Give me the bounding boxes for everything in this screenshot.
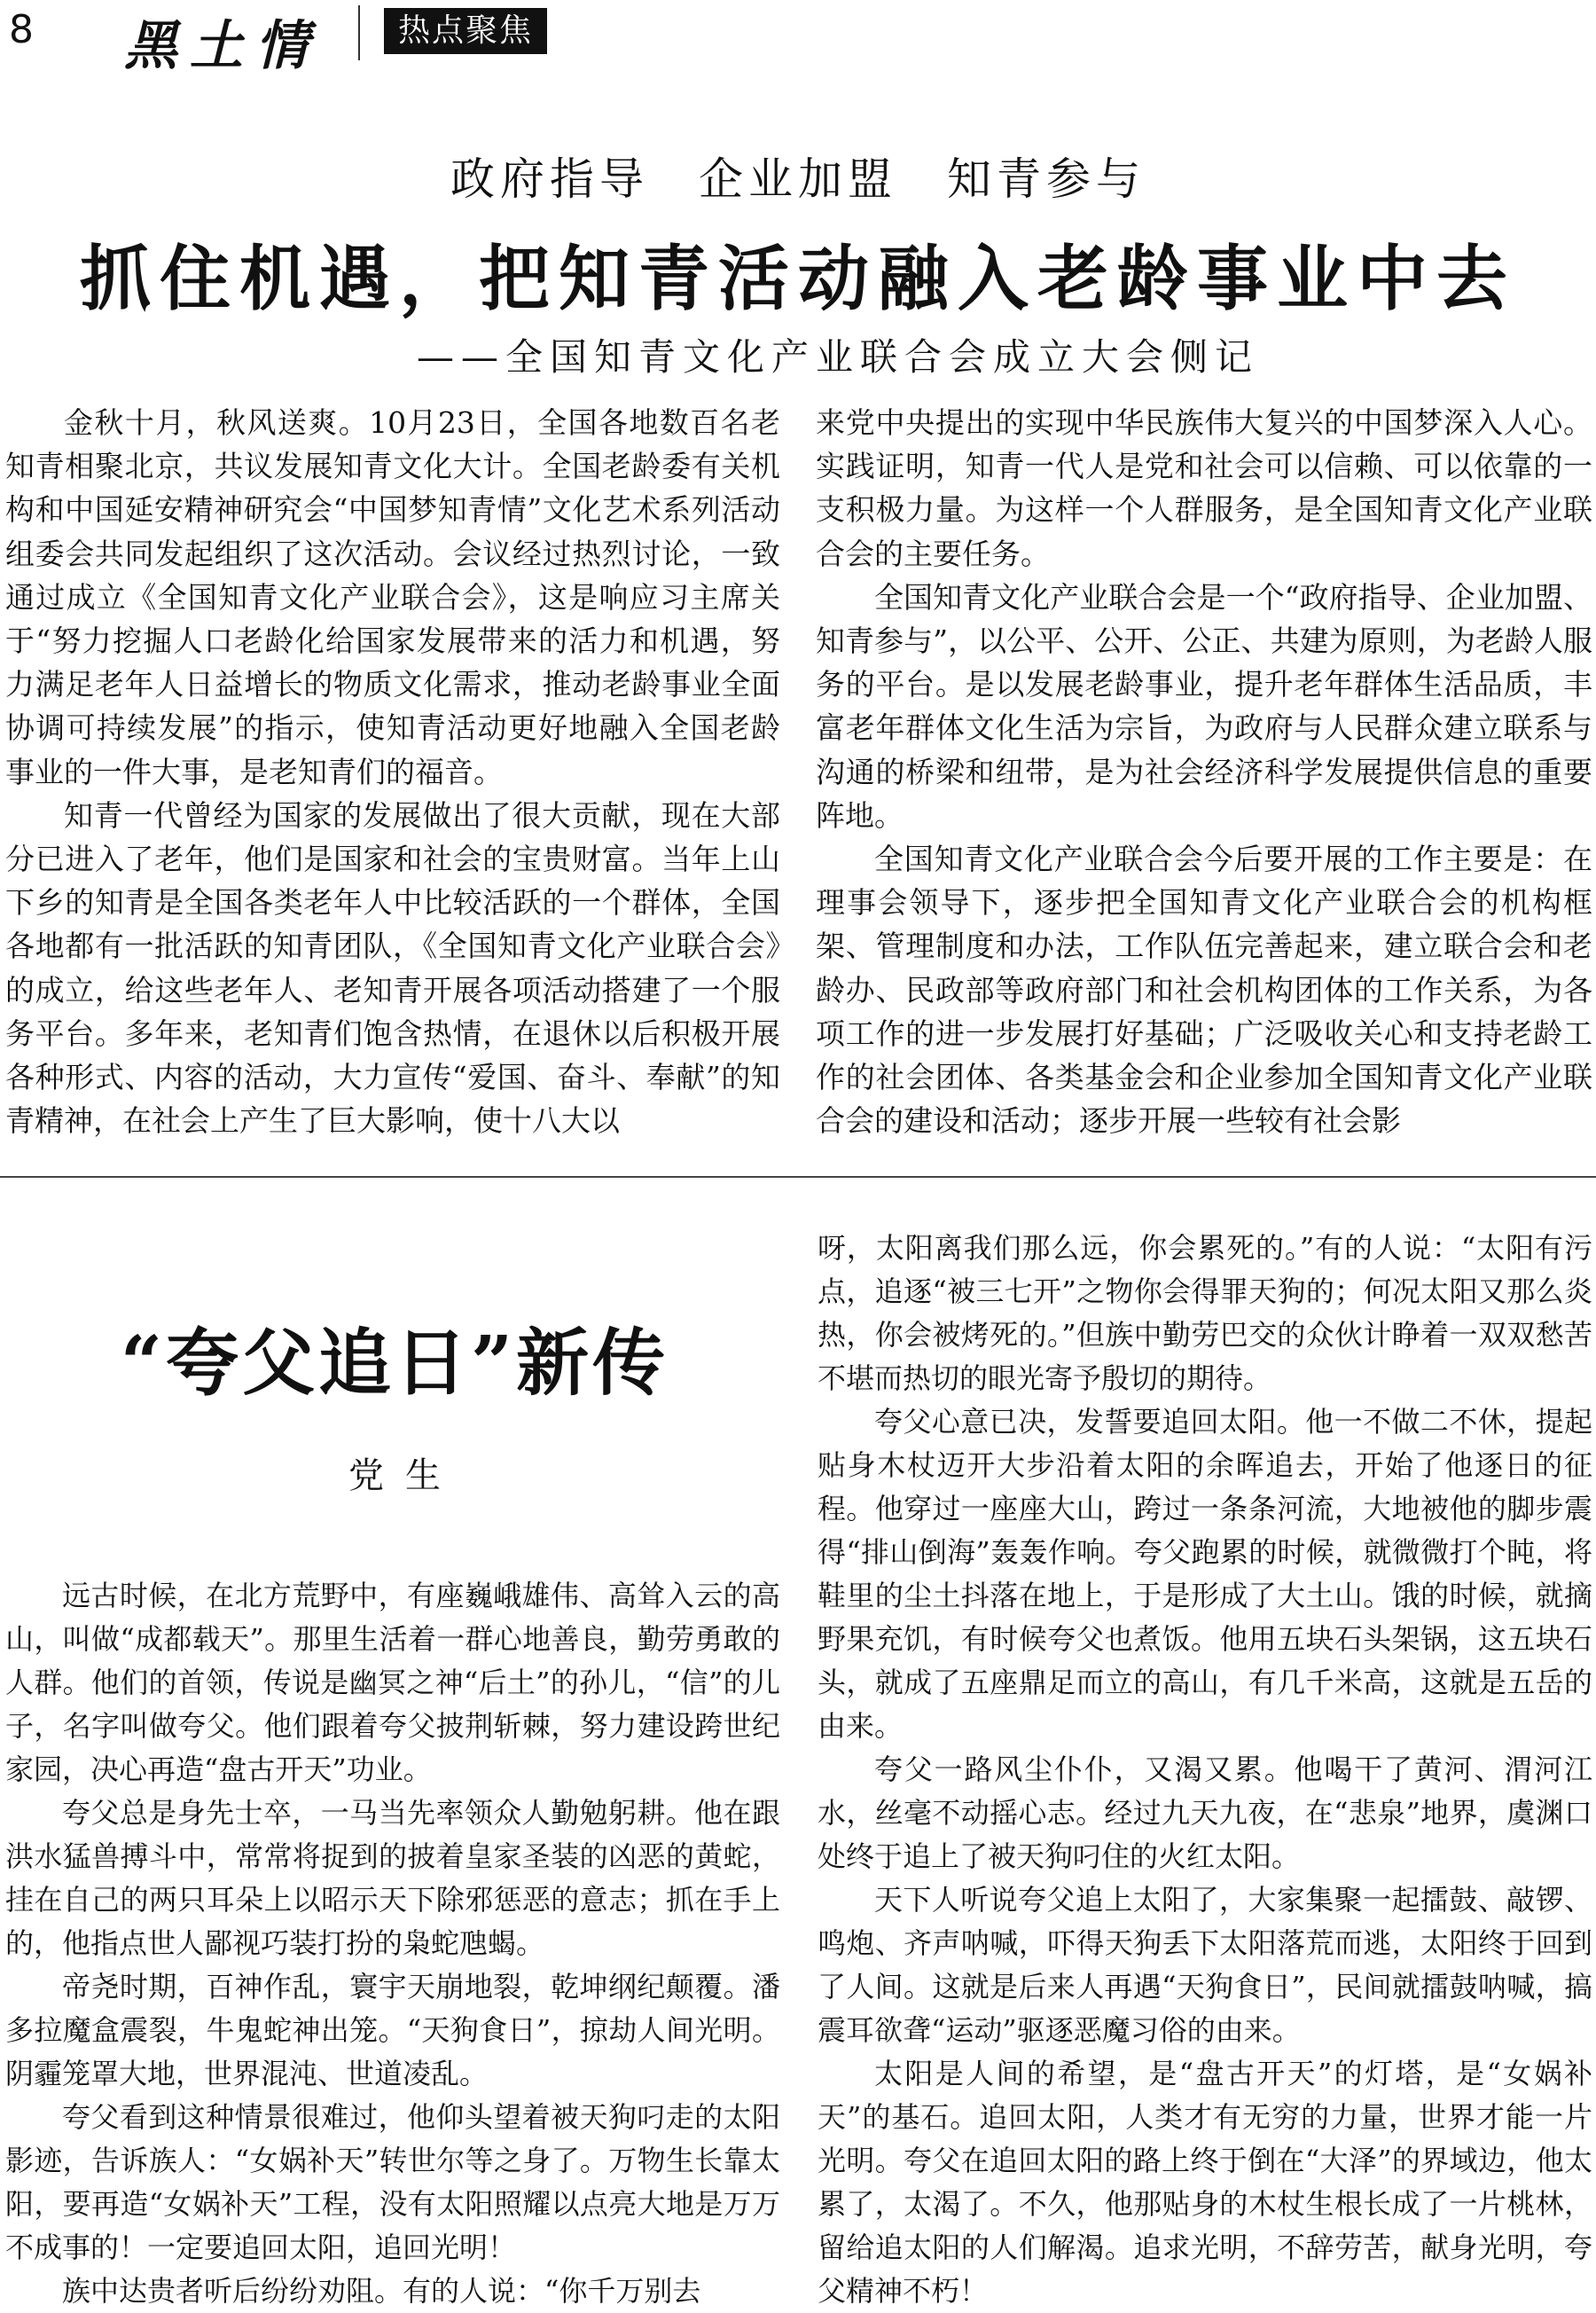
section-divider: [0, 1176, 1596, 1178]
section-tag: 热点聚焦: [384, 8, 547, 54]
paragraph: 金秋十月，秋风送爽。10月23日，全国各地数百名老知青相聚北京，共议发展知青文化大计。全国老龄委有关机构和中国延安精神研究会“中国梦知青情”文化艺术系列活动组委会共同发起组织了这次活动。会议经过热烈讨论，一致通过成立《全国知青文化产业联合会》，这是响应习主席关于“努力挖掘人口老龄化给国家发展带来的活力和机遇，努力满足老年人日益增长的物质文化需求，推动老龄事业全面协调可持续发展”的指示，使知青活动更好地融入全国老龄事业的一件大事，是老知青们的福音。: [5, 405, 780, 789]
article2-title: “夸父追日”新传: [120, 1321, 669, 1406]
paragraph-continued: 呀，太阳离我们那么远，你会累死的。”有的人说：“太阳有污点，追逐“被三七开”之物你会得罪天狗的；何况太阳又那么炎热，你会被烤死的。”但族中勤劳巴交的众伙计睁着一双双愁苦不堪而热切的眼光寄予殷切的期待。: [818, 1231, 1592, 1395]
paragraph: 远古时候，在北方荒野中，有座巍峨雄伟、高耸入云的高山，叫做“成都载天”。那里生活着一群心地善良，勤劳勇敢的人群。他们的首领，传说是幽冥之神“后土”的孙儿，“信”的儿子，名字叫做夸父。他们跟着夸父披荆斩棘，努力建设跨世纪家园，决心再造“盘古开天”功业。: [5, 1579, 780, 1786]
paragraph-continued: 来党中央提出的实现中华民族伟大复兴的中国梦深入人心。实践证明，知青一代人是党和社会可以信赖、可以依靠的一支积极力量。为这样一个人群服务，是全国知青文化产业联合会的主要任务。: [816, 405, 1592, 571]
paragraph: 全国知青文化产业联合会是一个“政府指导、企业加盟、知青参与”，以公平、公开、公正、共建为原则，为老龄人服务的平台。是以发展老龄事业，提升老年群体生活品质，丰富老年群体文化生活为宗旨，为政府与人民群众建立联系与沟通的桥梁和纽带，是为社会经济科学发展提供信息的重要阵地。: [816, 579, 1592, 833]
article1-kicker: 政府指导 企业加盟 知青参与: [450, 153, 1146, 205]
page-number: 8: [9, 7, 34, 52]
article2-author: 党生: [348, 1455, 462, 1496]
masthead-logo: 黑土情: [124, 15, 321, 77]
paragraph: 帝尧时期，百神作乱，寰宇天崩地裂，乾坤纲纪颠覆。潘多拉魔盒震裂，牛鬼蛇神出笼。“天狗食日”，掠劫人间光明。阴霾笼罩大地，世界混沌、世道凌乱。: [5, 1970, 780, 2090]
paragraph: 夸父心意已决，发誓要追回太阳。他一不做二不休，提起贴身木杖迈开大步沿着太阳的余晖追去，开始了他逐日的征程。他穿过一座座大山，跨过一条条河流，大地被他的脚步震得“排山倒海”轰轰作响。夸父跑累的时候，就微微打个盹，将鞋里的尘土抖落在地上，于是形成了大土山。饿的时候，就摘野果充饥，有时候夸父也煮饭。他用五块石头架锅，这五块石头，就成了五座鼎足而立的高山，有几千米高，这就是五岳的由来。: [818, 1405, 1592, 1743]
article2-column-1: [5, 1574, 780, 2307]
article1-column-1: [5, 401, 780, 1139]
paragraph: 全国知青文化产业联合会今后要开展的工作主要是：在理事会领导下，逐步把全国知青文化产业联合会的机构框架、管理制度和办法，工作队伍完善起来，建立联合会和老龄办、民政部等政府部门和社会机构团体的工作关系，为各项工作的进一步发展打好基础；广泛吸收关心和支持老龄工作的社会团体、各类基金会和企业参加全国知青文化产业联合会的建设和活动；逐步开展一些较有社会影: [816, 842, 1592, 1139]
paragraph: 族中达贵者听后纷纷劝阻。有的人说：“你千万别去: [62, 2274, 701, 2308]
article2-column-2: [818, 1227, 1592, 2307]
paragraph: 天下人听说夸父追上太阳了，大家集聚一起擂鼓、敲锣、鸣炮、齐声呐喊，吓得天狗丢下太阳落荒而逃，太阳终于回到了人间。这就是后来人再遇“天狗食日”，民间就擂鼓呐喊，搞震耳欲聋“运动”驱逐恶魔习俗的由来。: [818, 1883, 1592, 2047]
paragraph: 夸父总是身先士卒，一马当先率领众人勤勉躬耕。他在跟洪水猛兽搏斗中，常常将捉到的披着皇家圣装的凶恶的黄蛇，挂在自己的两只耳朵上以昭示天下除邪惩恶的意志；抓在手上的，他指点世人鄙视巧装打扮的枭蛇虺蝎。: [5, 1796, 780, 1960]
paragraph: 夸父看到这种情景很难过，他仰头望着被天狗叼走的太阳影迹，告诉族人：“女娲补天”转世尔等之身了。万物生长靠太阳，要再造“女娲补天”工程，没有太阳照耀以点亮大地是万万不成事的！一定要追回太阳，追回光明！: [5, 2100, 780, 2264]
article1-column-2: [816, 401, 1592, 1139]
article1-title: 抓住机遇，把知青活动融入老龄事业中去: [80, 237, 1516, 320]
article1-subtitle: ——全国知青文化产业联合会成立大会侧记: [416, 335, 1259, 379]
paragraph: 夸父一路风尘仆仆，又渴又累。他喝干了黄河、渭河江水，丝毫不动摇心志。经过九天九夜，在“悲泉”地界，虞渊口处终于追上了被天狗叼住的火红太阳。: [818, 1752, 1592, 1873]
paragraph: 太阳是人间的希望，是“盘古开天”的灯塔，是“女娲补天”的基石。追回太阳，人类才有无穷的力量，世界才能一片光明。夸父在追回太阳的路上终于倒在“大泽”的界域边，他太累了，太渴了。不久，他那贴身的木杖生根长成了一片桃林，留给追太阳的人们解渴。追求光明，不辞劳苦，献身光明，夸父精神不朽！: [818, 2057, 1592, 2308]
masthead-divider: [358, 5, 360, 60]
paragraph: 知青一代曾经为国家的发展做出了很大贡献，现在大部分已进入了老年，他们是国家和社会的宝贵财富。当年上山下乡的知青是全国各类老年人中比较活跃的一个群体，全国各地都有一批活跃的知青团队，《全国知青文化产业联合会》的成立，给这些老年人、老知青开展各项活动搭建了一个服务平台。多年来，老知青们饱含热情，在退休以后积极开展各种形式、内容的活动，大力宣传“爱国、奋斗、奉献”的知青精神，在社会上产生了巨大影响，使十八大以: [5, 797, 780, 1139]
